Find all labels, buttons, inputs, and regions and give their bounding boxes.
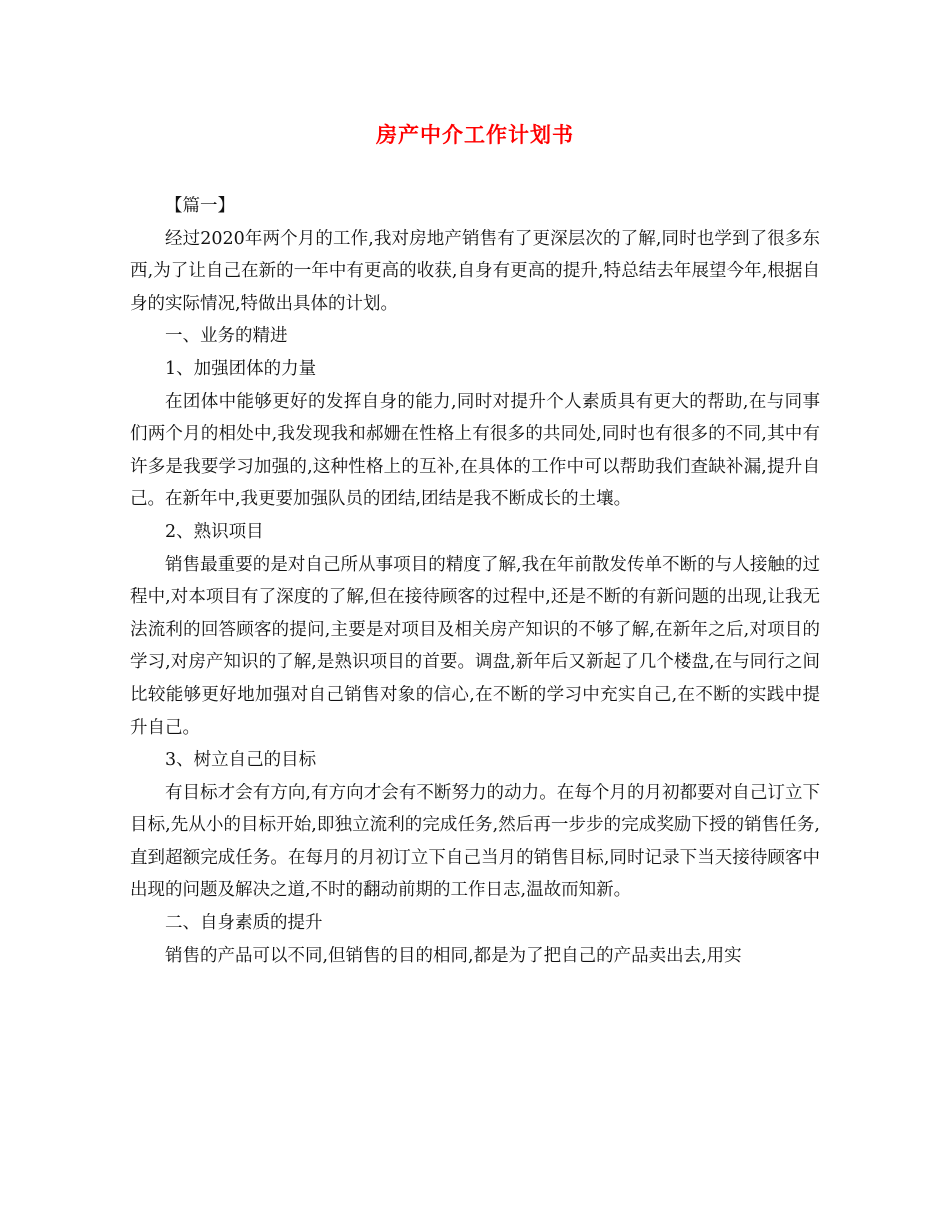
body-paragraph: 销售的产品可以不同,但销售的目的相同,都是为了把自己的产品卖出去,用实	[165, 945, 742, 966]
section-label: 【篇一】	[165, 196, 235, 216]
section-heading: 二、自身素质的提升	[165, 913, 323, 934]
document-body	[130, 190, 820, 972]
document-title: 房产中介工作计划书	[376, 122, 574, 147]
section-heading: 一、业务的精进	[165, 326, 288, 347]
subsection-heading: 2、熟识项目	[165, 521, 264, 542]
body-paragraph: 经过2020年两个月的工作,我对房地产销售有了更深层次的了解,同时也学到了很多东西,为了让自己在新的一年中有更高的收获,自身有更高的提升,特总结去年展望今年,根据自身的实际情况,特做出具体的计划。	[130, 228, 820, 314]
body-paragraph: 有目标才会有方向,有方向才会有不断努力的动力。在每个月的月初都要对自己订立下目标,先从小的目标开始,即独立流利的完成任务,然后再一步步的完成奖励下授的销售任务,直到超额完成任务。在每月的月初订立下自己当月的销售目标,同时记录下当天接待顾客中出现的问题及解决之道,不时的翻动前期的工作日志,温故而知新。	[130, 782, 820, 901]
subsection-heading: 3、树立自己的目标	[165, 750, 317, 771]
subsection-heading: 1、加强团体的力量	[165, 358, 317, 379]
body-paragraph: 在团体中能够更好的发挥自身的能力,同时对提升个人素质具有更大的帮助,在与同事们两个月的相处中,我发现我和郝姗在性格上有很多的共同处,同时也有很多的不同,其中有许多是我要学习加强的,这种性格上的互补,在具体的工作中可以帮助我们查缺补漏,提升自己。在新年中,我更要加强队员的团结,团结是我不断成长的土壤。	[130, 391, 820, 510]
body-paragraph: 销售最重要的是对自己所从事项目的精度了解,我在年前散发传单不断的与人接触的过程中,对本项目有了深度的了解,但在接待顾客的过程中,还是不断的有新问题的出现,让我无法流利的回答顾客的提问,主要是对项目及相关房产知识的不够了解,在新年之后,对项目的学习,对房产知识的了解,是熟识项目的首要。调盘,新年后又新起了几个楼盘,在与同行之间比较能够更好地加强对自己销售对象的信心,在不断的学习中充实自己,在不断的实践中提升自己。	[130, 554, 820, 738]
